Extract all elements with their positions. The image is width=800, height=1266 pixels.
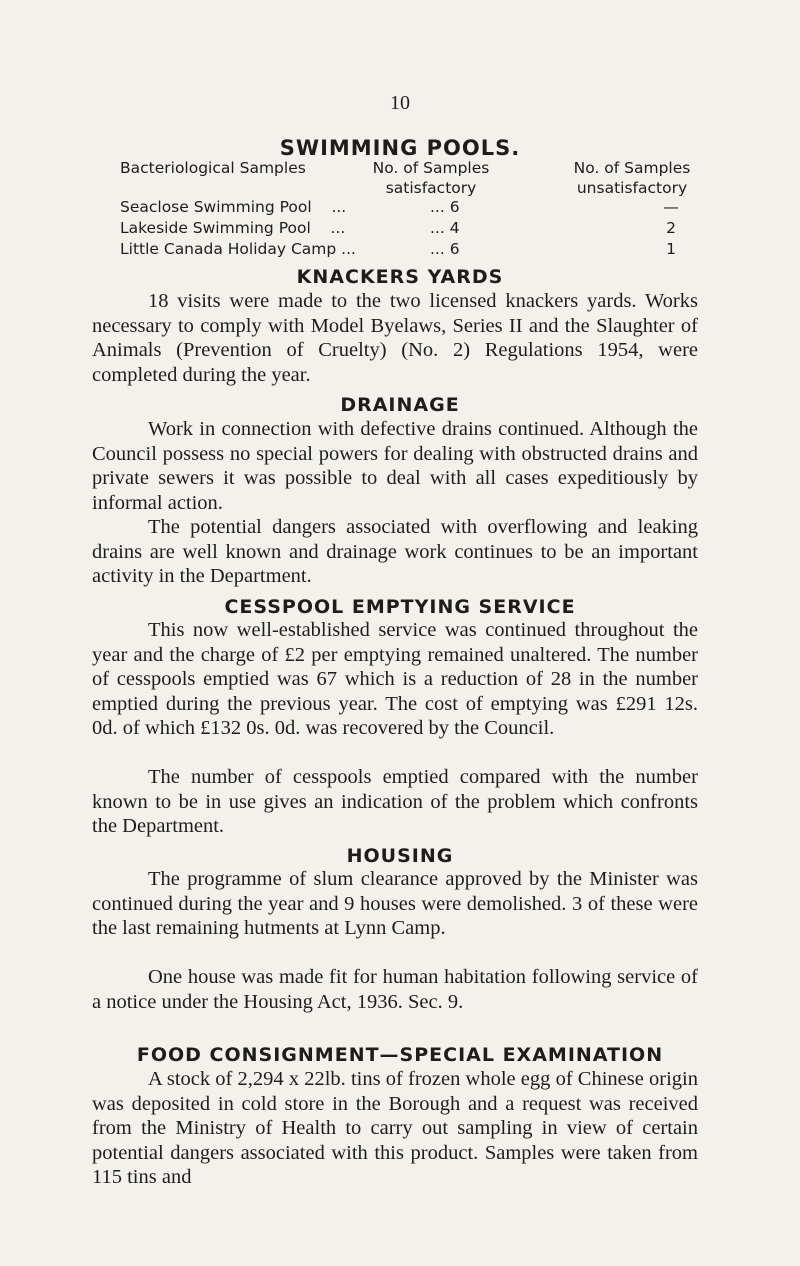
unsatisfactory-count: — (663, 198, 679, 216)
paragraph: 18 visits were made to the two licensed knackers yards. Works necessary to comply with Model Byelaws, Series II and the Slaughter of Animals (Prevention of Cruelty) (No. 2) Regulations 1954, were completed during the year. (92, 290, 698, 386)
satisfactory-count: ... 4 (430, 219, 460, 237)
unsatisfactory-count: 2 (666, 219, 676, 237)
heading-food-consignment: FOOD CONSIGNMENT—SPECIAL EXAMINATION (136, 1044, 664, 1066)
satisfactory-count: ... 6 (430, 240, 460, 258)
paragraph: One house was made fit for human habitation following service of a notice under the Housing Act, 1936. Sec. 9. (92, 966, 698, 1013)
paragraph: This now well-established service was continued throughout the year and the charge of £2 per emptying remained unaltered. The number of cesspools emptied was 67 which is a reduction of 28 in the number emptied during the previous year. The cost of emptying was £291 12s. 0d. of which £132 0s. 0d. was recovered by the Council. (92, 619, 698, 739)
column-header-satisfactory (356, 158, 506, 198)
heading-knackers-yards: KNACKERS YARDS (296, 266, 504, 288)
table-row (120, 219, 720, 239)
pool-name: Little Canada Holiday Camp ... (120, 240, 356, 258)
pool-name: Seaclose Swimming Pool ... (120, 198, 347, 216)
table-row (120, 240, 720, 260)
column-header-unsatisfactory-line1: No. of Samples (573, 159, 691, 177)
column-header-satisfactory-line1: No. of Samples (372, 159, 490, 177)
paragraph: The potential dangers associated with overflowing and leaking drains are well known and drainage work continues to be an important activity in the Department. (92, 516, 698, 587)
column-header-unsatisfactory (553, 158, 711, 198)
heading-housing: HOUSING (346, 845, 454, 867)
paragraph: The programme of slum clearance approved by the Minister was continued during the year and 9 houses were demolished. 3 of these were the last remaining hutments at Lynn Camp. (92, 868, 698, 939)
heading-cesspool-emptying-service: CESSPOOL EMPTYING SERVICE (224, 596, 576, 618)
page-number: 10 (390, 92, 410, 114)
paragraph: A stock of 2,294 x 22lb. tins of frozen whole egg of Chinese origin was deposited in cold store in the Borough and a request was received from the Ministry of Health to carry out sampling in view of certain potential dangers associated with this product. Samples were taken from 115 tins and (92, 1068, 698, 1188)
column-header-unsatisfactory-line2: unsatisfactory (576, 179, 688, 197)
unsatisfactory-count: 1 (666, 240, 676, 258)
column-header-samples: Bacteriological Samples (120, 159, 306, 177)
heading-swimming-pools: SWIMMING POOLS. (279, 136, 521, 160)
heading-drainage: DRAINAGE (340, 394, 460, 416)
pool-name: Lakeside Swimming Pool ... (120, 219, 346, 237)
satisfactory-count: ... 6 (430, 198, 460, 216)
paragraph: The number of cesspools emptied compared with the number known to be in use gives an indication of the problem which confronts the Department. (92, 766, 698, 837)
paragraph: Work in connection with defective drains continued. Although the Council possess no special powers for dealing with obstructed drains and private sewers it was possible to deal with all cases expeditiously by informal action. (92, 418, 698, 514)
table-row (120, 198, 720, 218)
column-header-satisfactory-line2: satisfactory (385, 179, 477, 197)
